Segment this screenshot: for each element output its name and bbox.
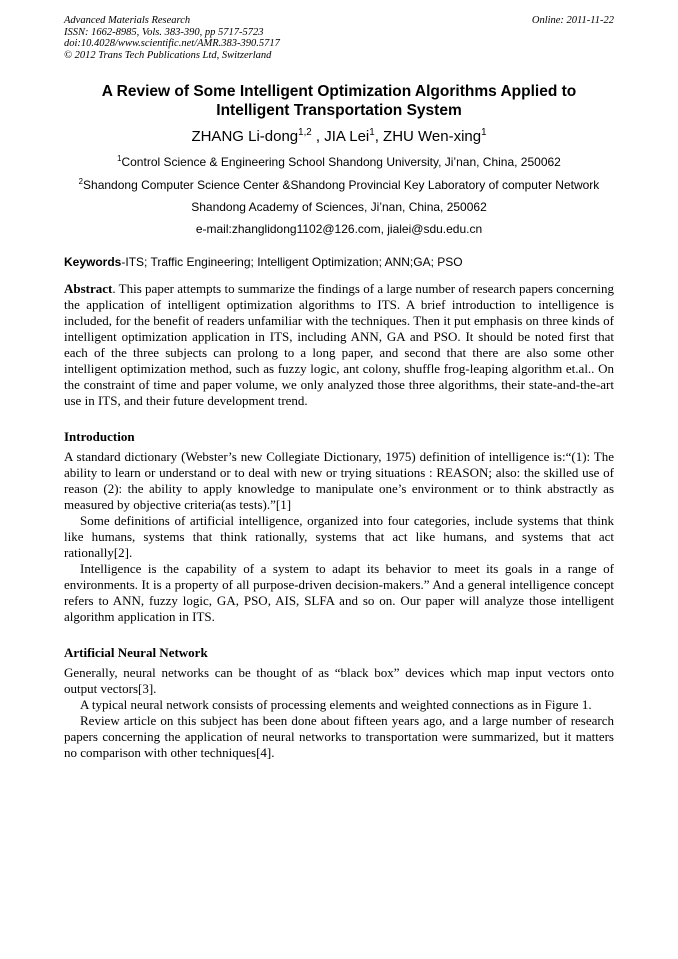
- paper-title: A Review of Some Intelligent Optimization Algorithms Applied to Intelligent Transportation System: [101, 83, 577, 119]
- email: e-mail:zhanglidong1102@126.com, jialei@sdu.edu.cn: [195, 222, 483, 236]
- authors: [64, 128, 614, 145]
- paragraph: Generally, neural networks can be thought of as “black box” devices which map input vectors onto output vectors[3].: [64, 665, 614, 696]
- aff1-sup: 1: [117, 154, 122, 163]
- journal-header: [64, 15, 280, 61]
- online-date: Online: 2011-11-22: [531, 15, 614, 26]
- author-1: ZHANG Li-dong: [191, 128, 299, 145]
- author-2: , JIA Lei: [311, 128, 370, 145]
- paragraph: Some definitions of artificial intelligence, organized into four categories, include systems that think like humans, systems that think rationally, systems that act like humans, and systems that act rationally[2].: [64, 513, 614, 560]
- keywords-text: -ITS; Traffic Engineering; Intelligent Optimization; ANN;GA; PSO: [121, 255, 463, 269]
- doi: doi:10.4028/www.scientific.net/AMR.383-390.5717: [64, 38, 280, 49]
- keywords-label: Keywords: [64, 255, 122, 269]
- author-3-sup: 1: [481, 127, 487, 138]
- paragraph: A standard dictionary (Webster’s new Collegiate Dictionary, 1975) definition of intelligence is:“(1): The ability to learn or understand or to deal with new or trying situations : REASON; also: the skilled use of reason (2): the ability to apply knowledge to manipulate one’s environment or to think abstractly as measured by objective criteria(as tests).”[1]: [64, 449, 614, 512]
- affiliation-1: [40, 155, 638, 169]
- journal-name: Advanced Materials Research: [64, 15, 191, 26]
- affiliation-2b: Shandong Academy of Sciences, Ji’nan, China, 250062: [191, 200, 487, 214]
- aff1-text: Control Science & Engineering School Shandong University, Ji’nan, China, 250062: [121, 155, 561, 169]
- aff2-text: Shandong Computer Science Center &Shandong Provincial Key Laboratory of computer Network: [83, 178, 600, 192]
- issn: ISSN: 1662-8985, Vols. 383-390, pp 5717-5723: [64, 26, 264, 38]
- abstract-label: Abstract: [64, 281, 113, 296]
- paragraph: A typical neural network consists of processing elements and weighted connections as in Figure 1.: [80, 697, 592, 712]
- copyright: © 2012 Trans Tech Publications Ltd, Switzerland: [64, 49, 272, 61]
- aff2-sup: 2: [78, 177, 84, 186]
- section-heading-introduction: Introduction: [64, 429, 135, 444]
- abstract-text: . This paper attempts to summarize the findings of a large number of research papers concerning the application of intelligent optimization algorithms to ITS. A brief introduction to intelligence is included, for the benefit of readers unfamiliar with the techniques. Then it put emphasis on three kinds of intelligent optimization application in ITS, including ANN, GA and PSO. It should be noted first that each of the three subjects can prolong to a long paper, and second that there are also some other intelligent optimization method, such as fuzzy logic, ant colony, shuffle frog-leaping algorithm et.al.. On the constraint of time and paper volume, we only analyzed those three algorithms, their state-and-the-art use in ITS, and their future development trend.: [64, 281, 614, 408]
- paragraph: Review article on this subject has been done about fifteen years ago, and a large number of research papers concerning the application of neural networks to transportation were summarized, but it matters no comparison with other techniques[4].: [64, 713, 614, 760]
- affiliation-2: [40, 178, 638, 192]
- author-3: , ZHU Wen-xing: [374, 128, 482, 145]
- author-2-sup: 1: [369, 127, 375, 138]
- keywords: [64, 255, 463, 269]
- author-1-sup: 1,2: [298, 127, 312, 138]
- paragraph: Intelligence is the capability of a system to adapt its behavior to meet its goals in a range of environments. It is a property of all purpose-driven decision-makers.” And a general intelligence concept refers to ANN, fuzzy logic, GA, PSO, AIS, SLFA and so on. Our paper will analyze those intelligent algorithm application in ITS.: [64, 561, 614, 624]
- abstract: [64, 281, 614, 409]
- section-heading-ann: Artificial Neural Network: [64, 645, 208, 660]
- paper-body: [64, 281, 614, 761]
